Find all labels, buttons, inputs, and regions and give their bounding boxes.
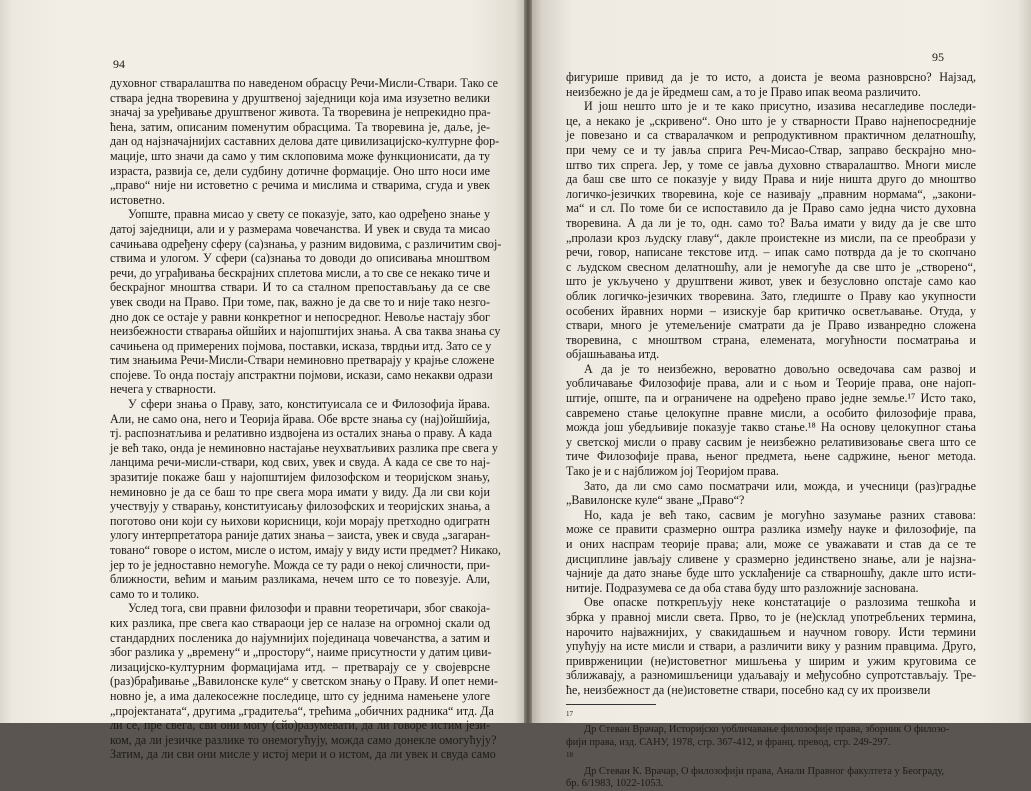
text-line: савремено стање целокупне правне мисли, а особито филозофије права,	[566, 405, 976, 420]
text-line: Тако је и с најближом јој Теоријом права.	[566, 464, 779, 479]
text-line: Услед тога, сви правни филозофи и правни теоретичари, због свакоја-	[128, 601, 490, 616]
footnote-rule	[566, 704, 656, 705]
text-line: увек своди на Право. При томе, пак, важно је да све то и није тако незго-	[110, 294, 490, 309]
footnote	[566, 749, 976, 791]
text-line: тј. распознатљива и релативно издвојена из осталих знања о праву. А када	[110, 426, 492, 441]
text-line: Зато, да ли смо само посматрачи или, можда, и учесници (раз)градње	[584, 478, 976, 493]
text-line: истоветно.	[110, 192, 165, 207]
footnote-number: 18	[566, 751, 573, 760]
text-line: Уопште, правна мисао у свету се показује, зато, као одређено знање у	[128, 207, 490, 222]
text-line: у светској мисли о праву сасвим је неизбежно релативизовање свега што се	[566, 434, 976, 449]
text-line: да баш све што се показује у виду Права и није ништа друго до мноштво	[566, 172, 976, 187]
text-line: нечега у стварности.	[110, 382, 216, 397]
text-line: „пројектаната“, другима „градитеља“, трећима „обичних радника“ итд. Да	[110, 703, 494, 718]
text-line: це, а некако је „скривено“. Оно што је у стварности Право најнепосредније	[566, 113, 976, 128]
text-line: при чему се и ту јавља сприга Реч-Мисао-Ствар, заправо бескрајно мно-	[566, 142, 976, 157]
text-line: творевина. А да ли је то, одн. само то? Ваља имати у виду да је све што	[566, 215, 976, 230]
text-line: збрка у правној мисли света. Прво, то је (не)склад употребљених термина,	[566, 609, 976, 624]
text-line: тиче Филозофије права, њеног предмета, њене садржине, њеног метода.	[566, 449, 976, 464]
text-line: због разлика у „времену“ и „простору“, наиме присутности у датим циви-	[110, 645, 492, 660]
text-line: ких разлика, пре свега као ствараоци јер се налазе на огромној скали од	[110, 615, 490, 630]
text-line: облик логичко-језичких творевина. Зато, гледиште о Праву као укупности	[566, 288, 976, 303]
text-line: датој заједници, али и у размерама човечанства. И увек и свуда та мисао	[110, 221, 490, 236]
text-line: учествују у стварању, конституисању филозофских и теоријских знања, а	[110, 499, 490, 514]
text-line: зближавају, а разномишљеници удаљавају и међусобно супротстављају. Тре-	[566, 668, 976, 683]
text-line: може се правити сразмерно оштра разлика између науке и филозофије, па	[566, 522, 976, 537]
left-page	[0, 0, 528, 762]
text-line: с људском свесном делатношћу, али је немогуће да све што је „створено“,	[566, 259, 976, 274]
text-line: спојеве. То онда постају апстрактни појмови, искази, само некакви одрази	[110, 367, 493, 382]
text-line: (раз)брађивање „Вавилонске куле“ у светском знању о Праву. И опет неми-	[110, 674, 498, 689]
text-line: И још нешто што је и те како присутно, изазива несагледиве последи-	[584, 99, 976, 114]
footnote-line: Др Стеван К. Врачар, О филозофији права, Анали Правног факултета у Београду,	[584, 766, 945, 778]
footnote-line: фији права, изд. САНУ, 1978, стр. 367-412, и франц. превод, стр. 249-297.	[566, 736, 891, 748]
text-line: ћена, затим, описаним поменутим обрасцима. Та творевина је, даље, је-	[110, 119, 490, 134]
footnote-line: бр. 6/1983, 1022-1053.	[566, 778, 664, 790]
text-line: лизацијско-културним формацијама итд. – претварају се у својеврсне	[110, 659, 490, 674]
text-line: јер то је једноставно немогуће. Можда се ту ради о некој сличности, при-	[110, 557, 490, 572]
text-line: ма“ и сл. По томе би се испоставило да је Право само једна чисто духовна	[566, 201, 976, 216]
text-line: упућују на исте мисли и ствари, а различити вику у разним правцима. Друго,	[566, 639, 976, 654]
page-number: 95	[932, 50, 944, 64]
text-line: Затим, да ли сви они мисле у истој мери и о истом, да ли увек и свуда само	[110, 747, 496, 762]
left-page-body	[110, 76, 502, 762]
right-page	[528, 0, 1031, 790]
text-line: и оних наспрам теорије права; али, може се уважавати и став да се те	[566, 537, 976, 551]
text-line: уобличавање Филозофије права, али и с њом и Теорије права, оне најоп-	[566, 376, 976, 391]
footnote-number: 17	[566, 709, 573, 718]
text-line: значај за уређивање друштвеног живота. Та творевина је непрекидно пра-	[110, 105, 491, 120]
text-line: логичко-језичких творевина, које се називају „правним нормама“, „закони-	[566, 186, 976, 201]
text-line: је повезано и са стваралачком и репродуктивном практичном делатношћу,	[566, 128, 976, 143]
text-line: творевина, с мноштвом страна, елемената, могућности посматрања и	[566, 332, 976, 347]
text-line: можда још убедљивије показује такво стање.¹⁸ На основу целокупног стања	[566, 420, 976, 435]
text-line: мације, што значи да само у тим склоповима може функционисати, да ту	[110, 148, 490, 163]
text-line: само то и толико.	[110, 586, 200, 601]
text-line: улогу интерпретатора раније датих знања – заиста, увек и свуда „загаран-	[110, 528, 490, 543]
text-line: неизбежности стварања ойшйих и најопштијих знања. А сва таква знања су	[110, 324, 501, 339]
text-line: неизбежно је да је йредмеш сам, а то је Право ипак веома различито.	[566, 84, 921, 99]
text-line: штво тих спрега. Јер, у томе се јавља духовно стваралаштво. Многи мисле	[566, 157, 976, 172]
text-line: фигурише привид да је то исто, а доиста је веома разноврсно? Најзад,	[566, 70, 976, 84]
text-line: тим знањима Речи-Мисли-Ствари неминовно претварају у крајње сложене	[110, 353, 495, 368]
text-line: неминовно је да се баш то пре свега мора имати у виду. Да ли сви који	[110, 484, 490, 499]
text-line: „пролази кроз људску главу“, дакле проистекне из мисли, па се преобрази у	[566, 230, 976, 245]
text-line: новно је, а има далекосежне последице, што су једнима намењене улоге	[110, 688, 490, 703]
text-line: речи, говор, написане текстове итд. – ипак само потврда да је то скопчано	[566, 245, 976, 260]
text-line: А да је то неизбежно, вероватно довољно осведочава сам развој и	[584, 361, 976, 376]
text-line: дан од најзначајнијих саставних делова дате цивилизацијско-културне фор-	[110, 134, 500, 149]
text-line: нарочито најважнијих, у свакидашњем и научном говору. Исти термини	[566, 624, 976, 639]
text-line: Али, не само она, него и Теорија йрава. Обе врсте знања су (нај)ойшйија,	[110, 411, 490, 426]
text-line: ствима и улогом. У сфери (са)знања то доводи до описивања мноштвом	[110, 251, 490, 266]
text-line: објашњавања итд.	[566, 347, 660, 362]
text-line: Но, када је већ тако, сасвим је могућно зазумање разних ставова:	[584, 507, 976, 522]
text-line: ствара једна творевина у друштвеној заједници која има изузетно велики	[110, 90, 490, 105]
text-line: сачињава одређену сферу (са)знања, у разним видовима, с различитим свој-	[110, 236, 502, 251]
text-line: је већ тако, онда је неминовно настајање неухватљивих разлика пре свега у	[110, 440, 498, 455]
text-line: ствари, много је утемељеније сматрати да је Право изванредно сложена	[566, 318, 976, 333]
text-line: поготово они који су њихови корисници, који морају претходно одигратн	[110, 513, 490, 528]
text-line: привржениции (не)истоветног мишљења у ширим и ужим круговима се	[566, 653, 976, 668]
text-line: духовног стваралаштва по наведеном обрасцу Речи-Мисли-Ствари. Тако се	[110, 76, 499, 90]
text-line: чајније да дато знање буде што усклађеније са стварношћу, дакле што исти-	[566, 566, 976, 581]
text-line: нитије. Подразумева се да оба става буду што разложније заснована.	[566, 580, 919, 595]
text-line: товано“ говоре о истом, мисле о истом, имају у виду исти предмет? Никако,	[110, 543, 501, 557]
text-line: штије, опште, па и ограничене на одређено право једне земље.¹⁷ Исто тако,	[566, 391, 976, 406]
text-line: ближности, већим и мањим разликама, нечем што се то повезује. Али,	[110, 572, 490, 587]
text-line: дно док се остаје у равни конкретног и непосредног. Невоље настају због	[110, 309, 490, 324]
text-line: ком, да ли језичке разлике то онемогућују, можда само донекле омогућују?	[110, 732, 497, 747]
text-line: дисциплине јављају сливене у сразмерно јединствено знање, али је најзна-	[566, 551, 976, 566]
text-line: „Вавилонске куле“ зване „Право“?	[566, 493, 745, 508]
text-line: речи, до уграђивања бескрајних сплетова мисли, а то све се некако тиче и	[110, 265, 490, 280]
page-number: 94	[113, 57, 125, 71]
text-line: У сфери знања о Праву, зато, конституисала се и Филозофија йрава.	[128, 397, 490, 412]
text-line: стандардних посленика до најумнијих појединаца човечанства, а затим и	[110, 630, 490, 645]
text-line: Ове опаске поткрепљују неке констатације о разлозима тешкоћа и	[584, 595, 976, 610]
right-page-body	[566, 70, 976, 791]
text-line: особених йравних норми – изискује бар критичко осветљавање. Отуда, у	[566, 303, 976, 318]
book-gutter	[524, 0, 532, 723]
text-line: ланцима речи-мисли-ствари, код свих, увек и свуда. А када се све то нај-	[110, 455, 490, 470]
text-line: ли се, пре свега, сви они могу (сйо)разумевати, да ли говоре истим јези-	[110, 718, 490, 733]
text-line: ће, неизбежност да (не)истоветне ствари, посебно кад су их произвели	[566, 682, 931, 697]
footnote	[566, 708, 976, 750]
text-line: што је укључено у друштвени живот, увек и безусловно опстаје само као	[566, 274, 976, 289]
text-line: „право“ није ни истоветно с речима и мислима и стварима, сгуда и увек	[110, 178, 490, 193]
text-line: зразитије покаже баш у најопштијем филозофском и теоријском знању,	[110, 470, 490, 485]
footnote-line: Др Стеван Врачар, Историјско уобличавање филозофије права, зборник О филозо-	[584, 724, 950, 736]
text-line: израста, развија се, дели судбину дотичне формације. Оно што носи име	[110, 163, 490, 178]
text-line: бескрајног мноштва ствари. И то са сталном препостављању да се све	[110, 280, 490, 295]
text-line: сачињена од примерених појмова, поставки, исказа, тврдњи итд. Зато се у	[110, 338, 492, 353]
